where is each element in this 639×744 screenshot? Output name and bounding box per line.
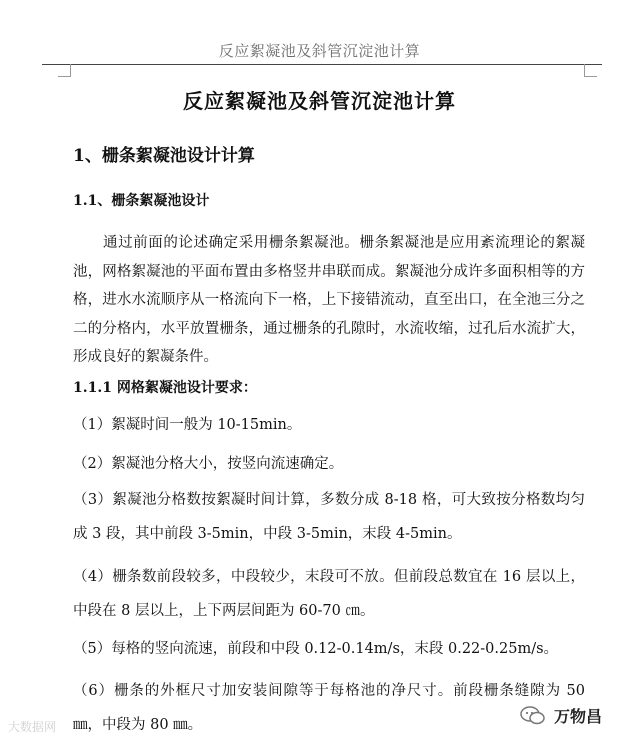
requirement-item-5: （5）每格的竖向流速，前段和中段 0.12-0.14m/s，末段 0.22-0.25m/s。 [73, 641, 559, 657]
requirement-item-1: （1）絮凝时间一般为 10-15min。 [73, 417, 302, 433]
watermark-right-text: 万物昌 [554, 707, 603, 726]
header-rule [42, 64, 602, 65]
heading-section-1-1: 1.1、栅条絮凝池设计 [73, 193, 210, 209]
wechat-icon [520, 705, 546, 727]
watermark-right [520, 704, 602, 727]
requirement-item-2: （2）絮凝池分格大小，按竖向流速确定。 [73, 456, 344, 472]
heading-section-1: 1、栅条絮凝池设计计算 [73, 146, 255, 166]
crop-mark-right [584, 64, 597, 77]
running-header: 反应絮凝池及斜管沉淀池计算 [218, 42, 421, 60]
heading-section-1-1-1: 1.1.1 网格絮凝池设计要求： [73, 380, 257, 396]
crop-mark-left [58, 64, 71, 77]
watermark-left: 大数据网 [8, 720, 57, 734]
intro-paragraph: 通过前面的论述确定采用栅条絮凝池。栅条絮凝池是应用紊流理论的絮凝池，网格絮凝池的平面布置由多格竖井串联而成。絮凝池分成许多面积相等的方格，进水水流顺序从一格流向下一格，上下接错流动，直至出口，在全池三分之二的分格内，水平放置栅条，通过栅条的孔隙时，水流收缩，过孔后水流扩大，形成良好的絮凝条件。 [73, 235, 585, 365]
requirement-item-6: （6）栅条的外框尺寸加安装间隙等于每格池的净尺寸。前段栅条缝隙为 50 ㎜，中段为 80 ㎜。 [73, 683, 585, 733]
requirement-item-4: （4）栅条数前段较多，中段较少，末段可不放。但前段总数宜在 16 层以上，中段在 8 层以上，上下两层间距为 60-70 ㎝。 [73, 569, 585, 619]
requirement-item-3: （3）絮凝池分格数按絮凝时间计算，多数分成 8-18 格，可大致按分格数均匀成 3 段，其中前段 3-5min，中段 3-5min，末段 4-5min。 [73, 492, 585, 542]
document-title: 反应絮凝池及斜管沉淀池计算 [183, 89, 456, 113]
